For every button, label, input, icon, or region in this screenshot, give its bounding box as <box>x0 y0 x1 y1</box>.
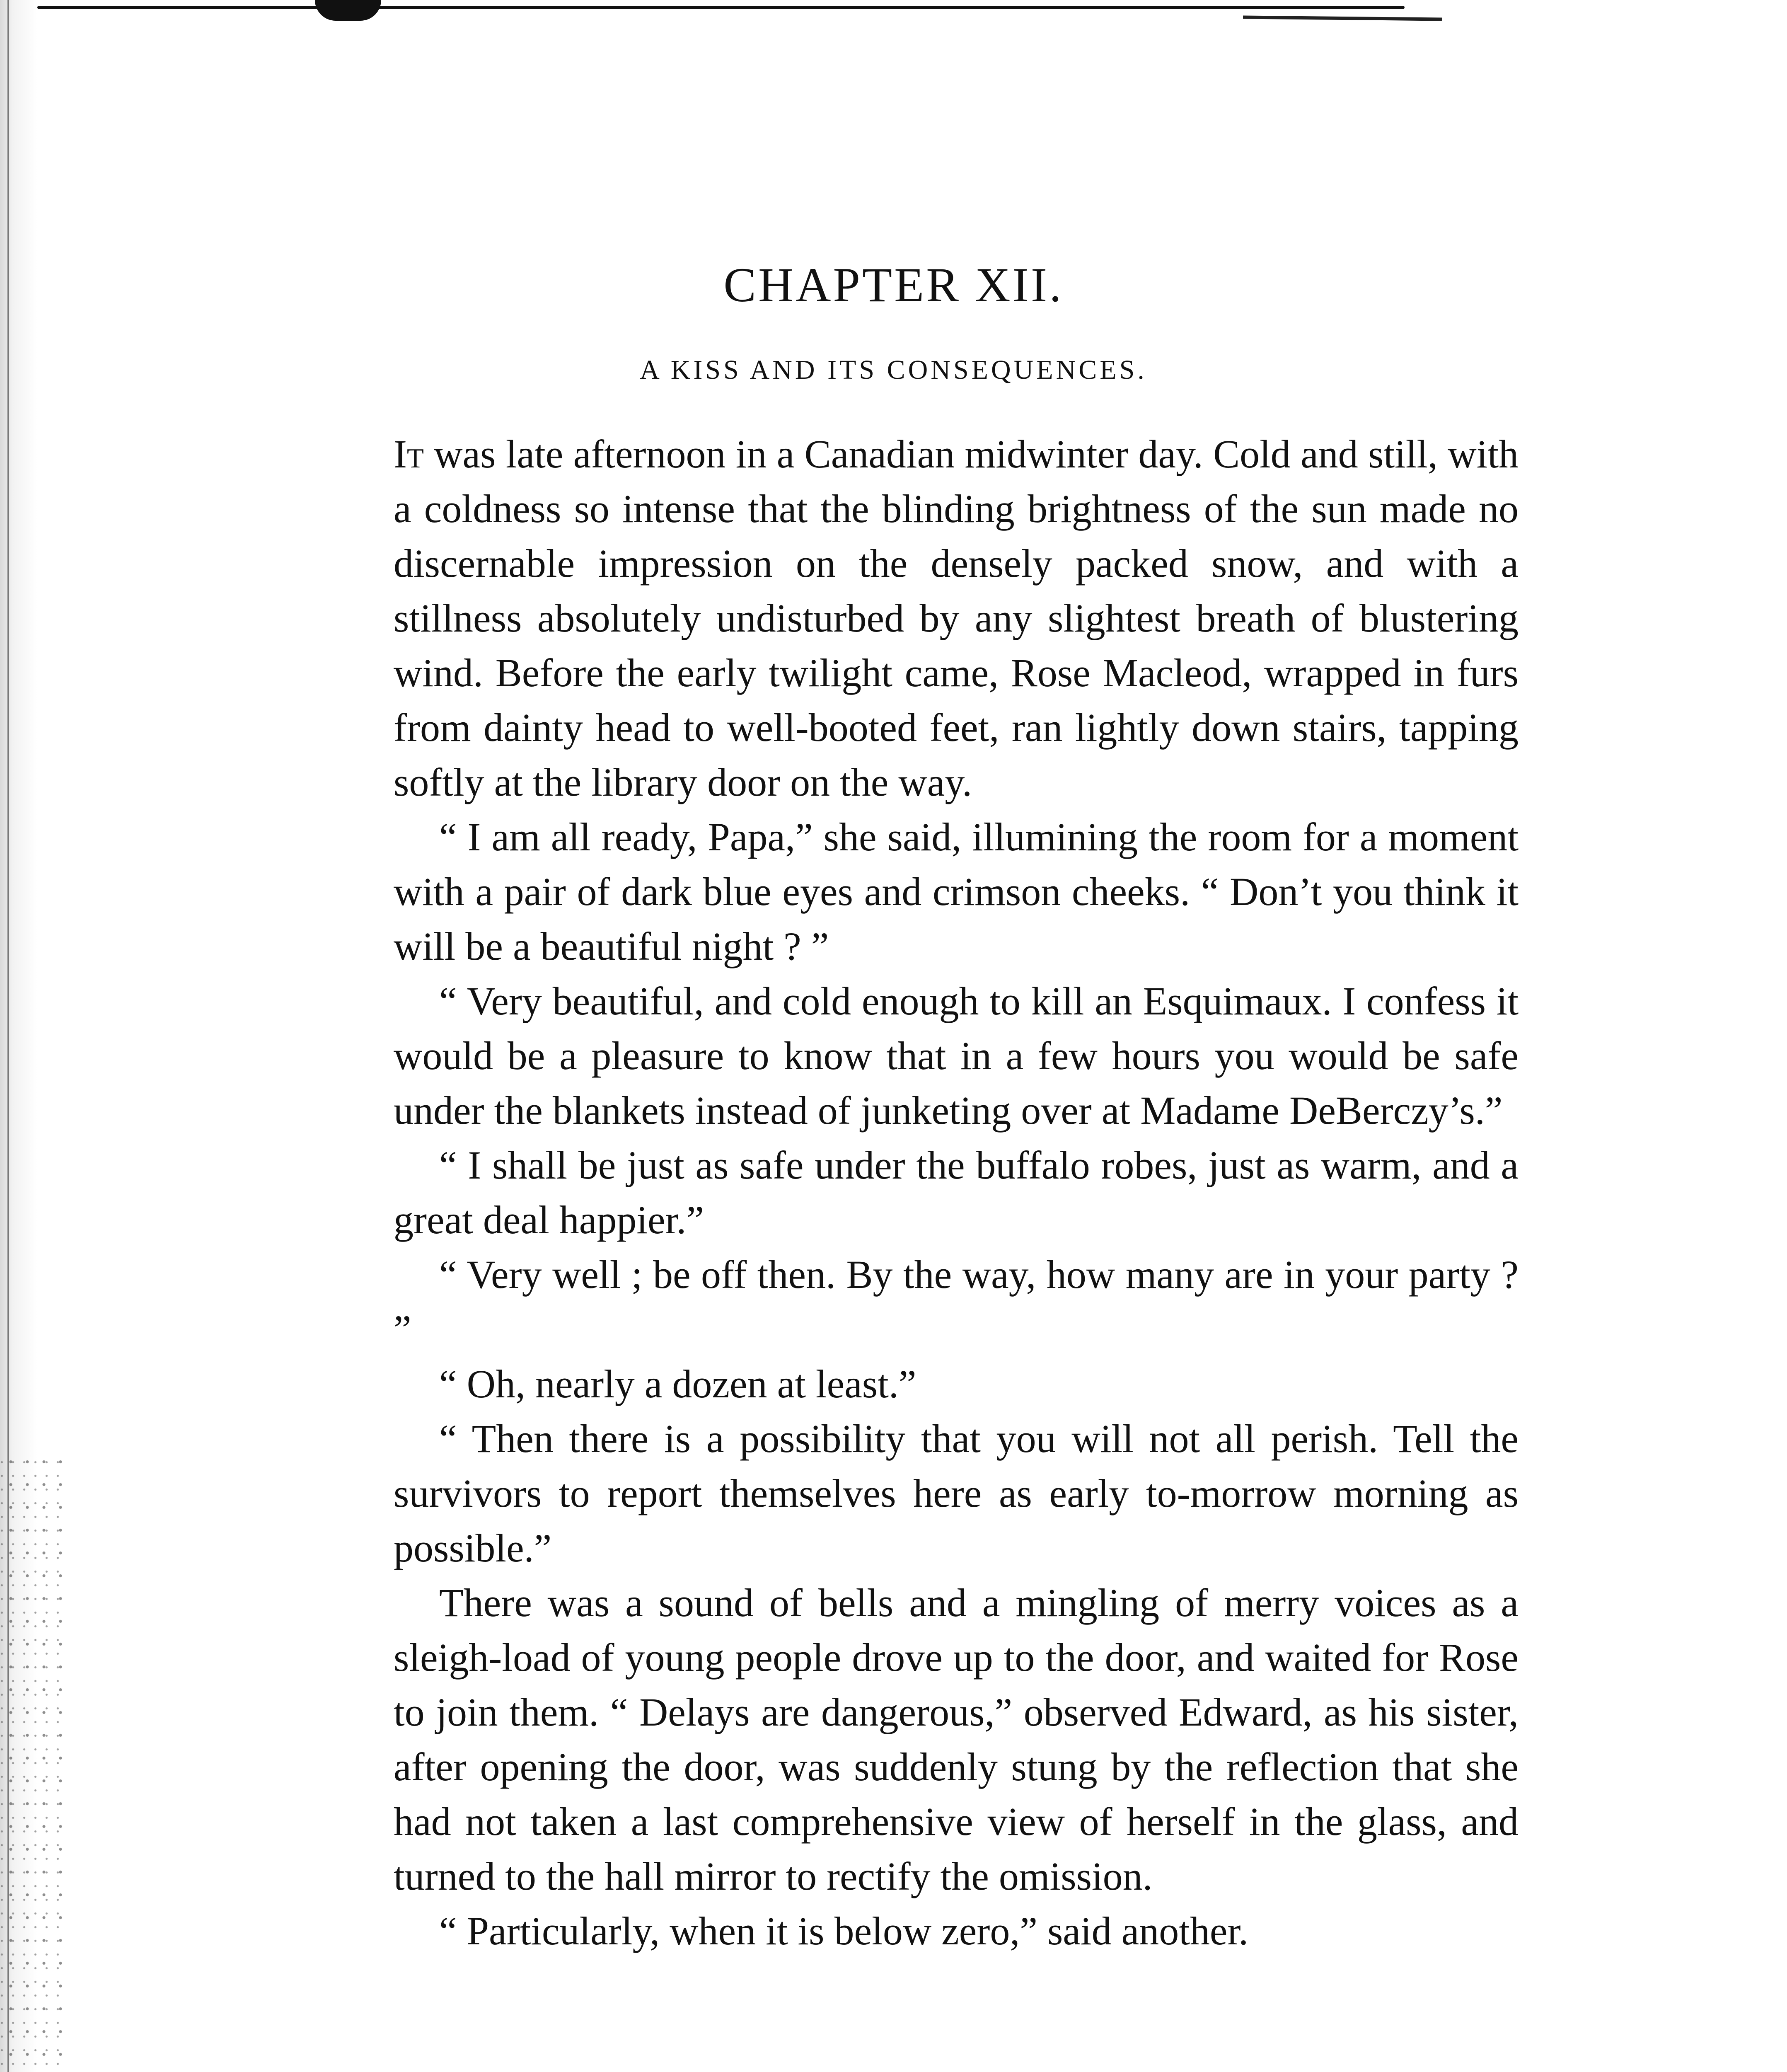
paragraph: “ I shall be just as safe under the buffalo robes, just as warm, and a great deal happier.” <box>394 1143 1519 1242</box>
scan-top-blot <box>315 0 381 21</box>
paragraph: “ Particularly, when it is below zero,” said another. <box>439 1909 1249 1953</box>
opening-word: It <box>394 432 424 476</box>
paragraph: “ Then there is a possibility that you will not all perish. Tell the survivors to report themselves here as early to-morrow morning as possible.” <box>394 1416 1519 1570</box>
paragraph: “ I am all ready, Papa,” she said, illumining the room for a moment with a pair of dark blue eyes and crimson cheeks. “ Don’t you think it will be a beautiful night ? ” <box>394 815 1519 968</box>
paragraph-1 <box>394 427 1519 810</box>
paragraph-1-text: was late afternoon in a Canadian midwinter day. Cold and still, with a coldness so intense that the blinding brightness of the sun made no discernable impression on the densely packed snow, and with a stillness absolutely undisturbed by any slightest breath of blustering wind. Before the early twilight came, Rose Macleod, wrapped in furs from dainty head to well-booted feet, ran lightly down stairs, tapping softly at the library door on the way. <box>394 432 1519 804</box>
chapter-title: CHAPTER XII. <box>723 258 1064 312</box>
paragraph: “ Very beautiful, and cold enough to kill an Esquimaux. I confess it would be a pleasure to know that in a few hours you would be safe under the blankets instead of junketing over at Madame DeBerczy’s.” <box>394 979 1519 1133</box>
scan-top-rule-right <box>1243 15 1442 21</box>
paragraph: “ Very well ; be off then. By the way, how many are in your party ? ” <box>394 1252 1519 1351</box>
paragraph: “ Oh, nearly a dozen at least.” <box>439 1362 916 1406</box>
paragraph: There was a sound of bells and a mingling of merry voices as a sleigh-load of young people drove up to the door, and waited for Rose to join them. “ Delays are dangerous,” observed Edward, as his sister, after opening the door, was suddenly stung by the reflection that she had not taken a last comprehensive view of herself in the glass, and turned to the hall mirror to rectify the omission. <box>394 1581 1519 1898</box>
scan-top-rule <box>37 6 1405 9</box>
chapter-subtitle: A KISS AND ITS CONSEQUENCES. <box>640 355 1147 385</box>
scan-specks <box>0 1450 62 2072</box>
chapter-body <box>394 427 1519 1958</box>
